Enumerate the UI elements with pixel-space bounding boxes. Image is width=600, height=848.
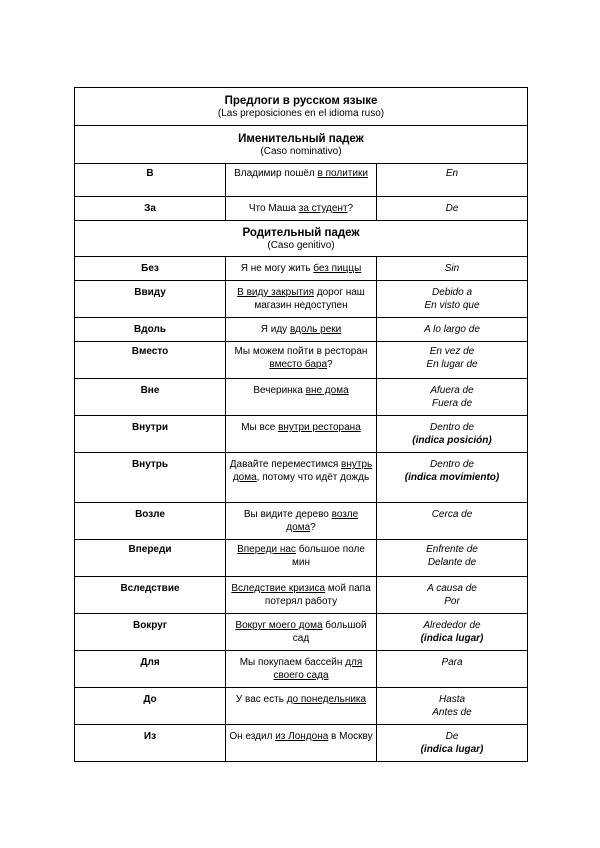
case-section-header <box>75 221 528 257</box>
translation-part: Debido a <box>431 287 473 298</box>
example-part: У вас есть <box>235 694 287 705</box>
example-part: Мы можем пойти в ресторан <box>234 346 368 357</box>
example-cell <box>226 540 377 577</box>
example-part: дорог наш магазин недоступен <box>254 287 365 311</box>
table-row <box>75 342 528 379</box>
translation-line <box>380 435 524 448</box>
preposition-cell: Возле <box>75 503 226 540</box>
example-part: ? <box>327 358 333 370</box>
translation-part: Cerca de <box>431 509 473 520</box>
translation-part: (indica lugar) <box>420 632 484 644</box>
example-part: в Москву <box>328 731 373 742</box>
example-part: Давайте переместимся <box>229 459 342 470</box>
example-cell <box>226 281 377 318</box>
translation-line <box>380 287 524 300</box>
example-cell <box>226 453 377 503</box>
table-row <box>75 453 528 503</box>
translation-part: De <box>445 731 459 742</box>
translation-cell <box>377 614 528 651</box>
translation-cell <box>377 257 528 281</box>
translation-line <box>380 398 524 411</box>
preposition-cell: Для <box>75 651 226 688</box>
example-part: Впереди нас <box>237 544 296 555</box>
example-part: В виду закрытия <box>237 287 314 298</box>
translation-line <box>380 359 524 372</box>
title-subtitle: (Las preposiciones en el idioma ruso) <box>217 108 385 119</box>
example-part: Вечеринка <box>253 385 306 396</box>
prepositions-table <box>74 87 528 762</box>
translation-part: Hasta <box>438 694 466 705</box>
example-part: внутрь дома <box>232 459 373 483</box>
translation-part: En vez de <box>429 346 475 357</box>
table-row <box>75 651 528 688</box>
translation-line <box>380 544 524 557</box>
example-part: за студент <box>298 203 348 214</box>
translation-cell <box>377 342 528 379</box>
translation-line <box>380 620 524 633</box>
translation-line <box>380 324 524 337</box>
example-part: Вокруг моего дома <box>235 620 323 631</box>
table-row <box>75 318 528 342</box>
preposition-cell: Впереди <box>75 540 226 577</box>
translation-part: En <box>445 168 459 179</box>
table-row <box>75 257 528 281</box>
example-part: Я иду <box>260 324 290 335</box>
table-row <box>75 197 528 221</box>
translation-part: Sin <box>444 263 460 274</box>
example-part: Мы все <box>241 422 279 433</box>
translation-cell <box>377 379 528 416</box>
translation-part: Afuera de <box>430 385 474 396</box>
example-part: Что Маша <box>248 203 299 214</box>
example-part: большой сад <box>292 620 367 644</box>
preposition-cell: За <box>75 197 226 221</box>
preposition-cell: Из <box>75 725 226 762</box>
translation-line <box>380 583 524 596</box>
case-subtitle: (Caso nominativo) <box>260 146 342 157</box>
translation-part: Antes de <box>432 706 472 718</box>
document-title <box>75 88 528 126</box>
translation-line <box>380 731 524 744</box>
translation-cell <box>377 416 528 453</box>
translation-part: Enfrente de <box>426 544 478 555</box>
title-main: Предлоги в русском языке <box>224 95 378 107</box>
translation-line <box>380 472 524 485</box>
translation-part: (indica posición) <box>412 434 492 446</box>
example-cell <box>226 257 377 281</box>
table-row <box>75 416 528 453</box>
translation-part: En visto que <box>424 299 480 311</box>
translation-cell <box>377 540 528 577</box>
example-cell <box>226 379 377 416</box>
example-part: ? <box>347 203 354 214</box>
translation-cell <box>377 688 528 725</box>
translation-part: Dentro de <box>430 422 474 433</box>
example-part: без пиццы <box>313 263 362 274</box>
translation-line <box>380 596 524 609</box>
translation-line <box>380 557 524 570</box>
preposition-cell: Вне <box>75 379 226 416</box>
section-header-row <box>75 221 528 257</box>
case-title: Именительный падеж <box>238 133 364 145</box>
table-row <box>75 281 528 318</box>
translation-line <box>380 385 524 398</box>
example-part: возле дома <box>286 509 359 533</box>
example-cell <box>226 197 377 221</box>
translation-line <box>380 203 524 216</box>
translation-line <box>380 168 524 181</box>
translation-line <box>380 422 524 435</box>
translation-cell <box>377 164 528 197</box>
translation-part: Delante de <box>427 556 477 568</box>
case-title: Родительный падеж <box>242 227 360 239</box>
translation-part: (indica lugar) <box>420 743 484 755</box>
preposition-cell: Внутри <box>75 416 226 453</box>
section-header-row <box>75 126 528 164</box>
preposition-cell: Без <box>75 257 226 281</box>
example-cell <box>226 503 377 540</box>
translation-cell <box>377 453 528 503</box>
example-cell <box>226 725 377 762</box>
preposition-cell: Вместо <box>75 342 226 379</box>
case-subtitle: (Caso genitivo) <box>267 240 335 251</box>
example-part: вдоль реки <box>289 324 342 335</box>
example-part: Владимир пошёл <box>234 168 318 179</box>
example-part: до понедельника <box>286 694 367 705</box>
example-cell <box>226 318 377 342</box>
example-part: Вы видите дерево <box>243 509 332 520</box>
example-part: большое поле мин <box>292 544 365 568</box>
example-cell <box>226 342 377 379</box>
preposition-cell: Ввиду <box>75 281 226 318</box>
translation-line <box>380 300 524 313</box>
translation-cell <box>377 725 528 762</box>
preposition-cell: В <box>75 164 226 197</box>
preposition-cell: Вследствие <box>75 577 226 614</box>
example-cell <box>226 164 377 197</box>
translation-part: En lugar de <box>426 358 478 370</box>
translation-part: (indica movimiento) <box>404 471 500 483</box>
translation-part: Alrededor de <box>423 620 481 631</box>
translation-line <box>380 707 524 720</box>
preposition-cell: До <box>75 688 226 725</box>
translation-line <box>380 694 524 707</box>
example-part: мой папа потерял работу <box>264 583 371 607</box>
translation-part: A lo largo de <box>424 324 480 335</box>
translation-line <box>380 633 524 646</box>
translation-part: Para <box>441 657 463 668</box>
example-part: из Лондона <box>275 731 329 742</box>
translation-line <box>380 459 524 472</box>
translation-part: A causa de <box>427 583 477 594</box>
translation-line <box>380 744 524 757</box>
translation-cell <box>377 318 528 342</box>
example-cell <box>226 577 377 614</box>
table-row <box>75 503 528 540</box>
translation-cell <box>377 651 528 688</box>
example-part: ? <box>310 521 316 533</box>
translation-part: Fuera de <box>431 397 473 409</box>
example-cell <box>226 651 377 688</box>
translation-cell <box>377 197 528 221</box>
translation-line <box>380 509 524 522</box>
example-cell <box>226 614 377 651</box>
preposition-cell: Внутрь <box>75 453 226 503</box>
example-part: в политики <box>317 168 368 179</box>
example-part: Я не могу жить <box>240 263 314 274</box>
case-section-header <box>75 126 528 164</box>
translation-line <box>380 263 524 276</box>
table-row <box>75 379 528 416</box>
table-row <box>75 614 528 651</box>
example-cell <box>226 416 377 453</box>
example-part: , потому что идёт дождь <box>256 471 370 483</box>
translation-cell <box>377 577 528 614</box>
example-part: внутри ресторана <box>278 422 361 433</box>
example-cell <box>226 688 377 725</box>
example-part: вместо бара <box>269 358 328 370</box>
example-part: Вследствие кризиса <box>231 583 326 594</box>
preposition-cell: Вдоль <box>75 318 226 342</box>
translation-line <box>380 346 524 359</box>
table-row <box>75 725 528 762</box>
table-row <box>75 164 528 197</box>
example-part: для своего сада <box>273 657 363 681</box>
table-row <box>75 577 528 614</box>
example-part: вне дома <box>305 385 349 396</box>
translation-part: De <box>445 203 459 214</box>
translation-cell <box>377 503 528 540</box>
table-row <box>75 540 528 577</box>
table-row <box>75 688 528 725</box>
translation-line <box>380 657 524 670</box>
example-part: Он ездил <box>229 731 276 742</box>
translation-part: Dentro de <box>430 459 474 470</box>
translation-part: Por <box>444 595 460 607</box>
translation-cell <box>377 281 528 318</box>
example-part: Мы покупаем бассейн <box>239 657 346 668</box>
preposition-cell: Вокруг <box>75 614 226 651</box>
